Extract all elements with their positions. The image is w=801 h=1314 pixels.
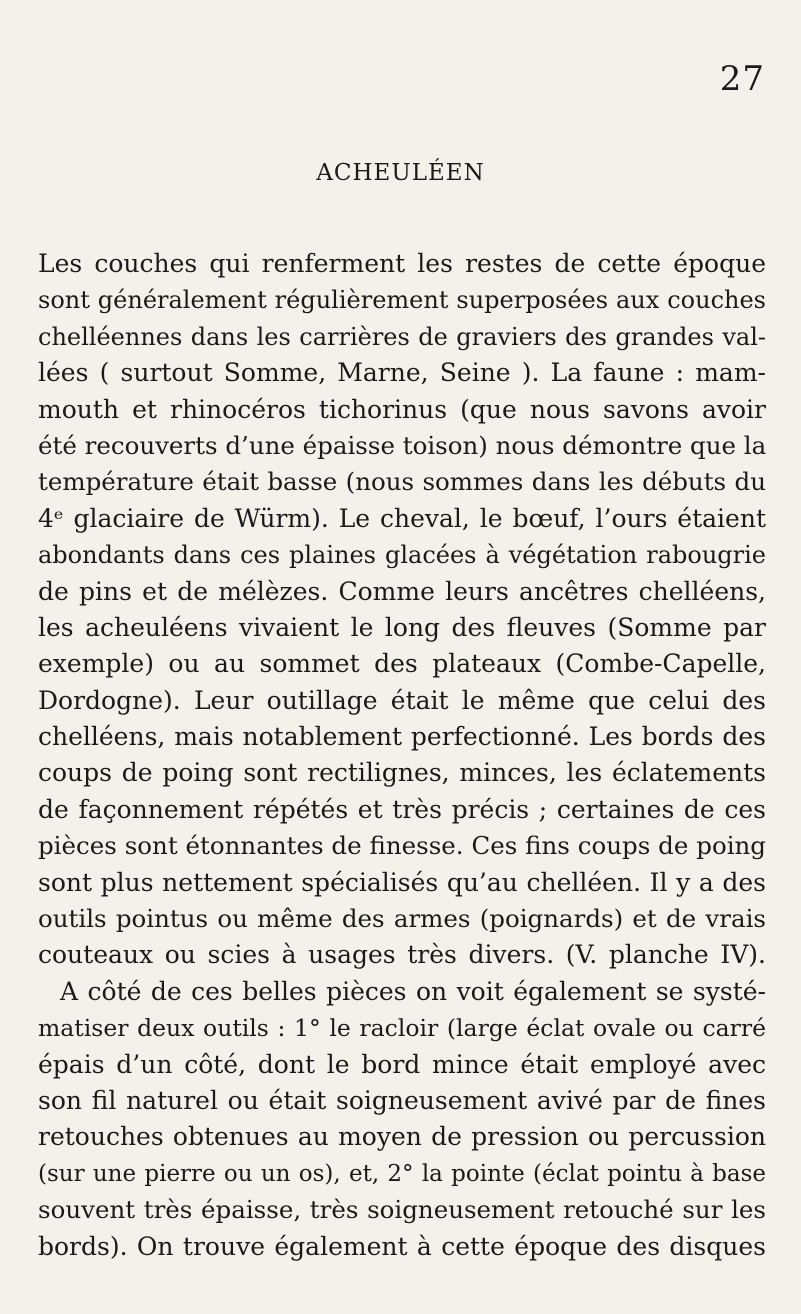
text-line: abondants dans ces plaines glacées à végétation rabougrie: [38, 541, 766, 570]
text-line: sont généralement régulièrement superposées aux couches: [38, 286, 766, 315]
text-line: son fil naturel ou était soigneusement avivé par de fines: [38, 1085, 766, 1115]
text-line: mouth et rhinocéros tichorinus (que nous savons avoir: [38, 394, 766, 424]
text-line: retouches obtenues au moyen de pression ou percussion: [38, 1122, 766, 1152]
text-line: coups de poing sont rectilignes, minces, les éclatements: [38, 758, 766, 788]
text-line: chelléens, mais notablement perfectionné. Les bords des: [38, 722, 766, 752]
text-line: bords). On trouve également à cette époque des disques: [38, 1231, 766, 1261]
text-line: (sur une pierre ou un os), et, 2° la pointe (éclat pointu à base: [38, 1160, 766, 1187]
text-line: les acheuléens vivaient le long des fleuves (Somme par: [38, 612, 766, 642]
text-line: pièces sont étonnantes de finesse. Ces fins coups de poing: [38, 831, 766, 861]
chapter-heading: ACHEULÉEN: [316, 160, 485, 186]
text-line: Dordogne). Leur outillage était le même que celui des: [38, 685, 766, 715]
text-line: été recouverts d’une épaisse toison) nous démontre que la: [38, 430, 767, 460]
text-line: de pins et de mélèzes. Comme leurs ancêtres chelléens,: [38, 576, 766, 606]
text-line: Les couches qui renferment les restes de cette époque: [38, 249, 766, 278]
body-text: [38, 246, 766, 1265]
text-line: souvent très épaisse, très soigneusement retouché sur les: [38, 1195, 766, 1225]
text-line: température était basse (nous sommes dans les débuts du: [38, 467, 766, 497]
text-line: 4ᵉ glaciaire de Würm). Le cheval, le bœuf, l’ours étaient: [38, 503, 766, 533]
text-line: chelléennes dans les carrières de graviers des grandes val-: [38, 322, 766, 351]
text-line: épais d’un côté, dont le bord mince était employé avec: [38, 1049, 766, 1079]
page-number: 27: [719, 59, 765, 99]
text-line: couteaux ou scies à usages très divers. (V. planche IV).: [38, 940, 766, 970]
text-line: exemple) ou au sommet des plateaux (Combe-Capelle,: [38, 649, 766, 679]
text-line: lées ( surtout Somme, Marne, Seine ). La faune : mam-: [38, 358, 766, 388]
text-line: matiser deux outils : 1° le racloir (large éclat ovale ou carré: [38, 1014, 766, 1043]
text-line: sont plus nettement spécialisés qu’au chelléen. Il y a des: [38, 867, 766, 897]
text-line: de façonnement répétés et très précis ; certaines de ces: [38, 794, 766, 824]
text-line: A côté de ces belles pièces on voit également se systé-: [60, 976, 766, 1006]
text-line: outils pointus ou même des armes (poignards) et de vrais: [38, 904, 766, 934]
